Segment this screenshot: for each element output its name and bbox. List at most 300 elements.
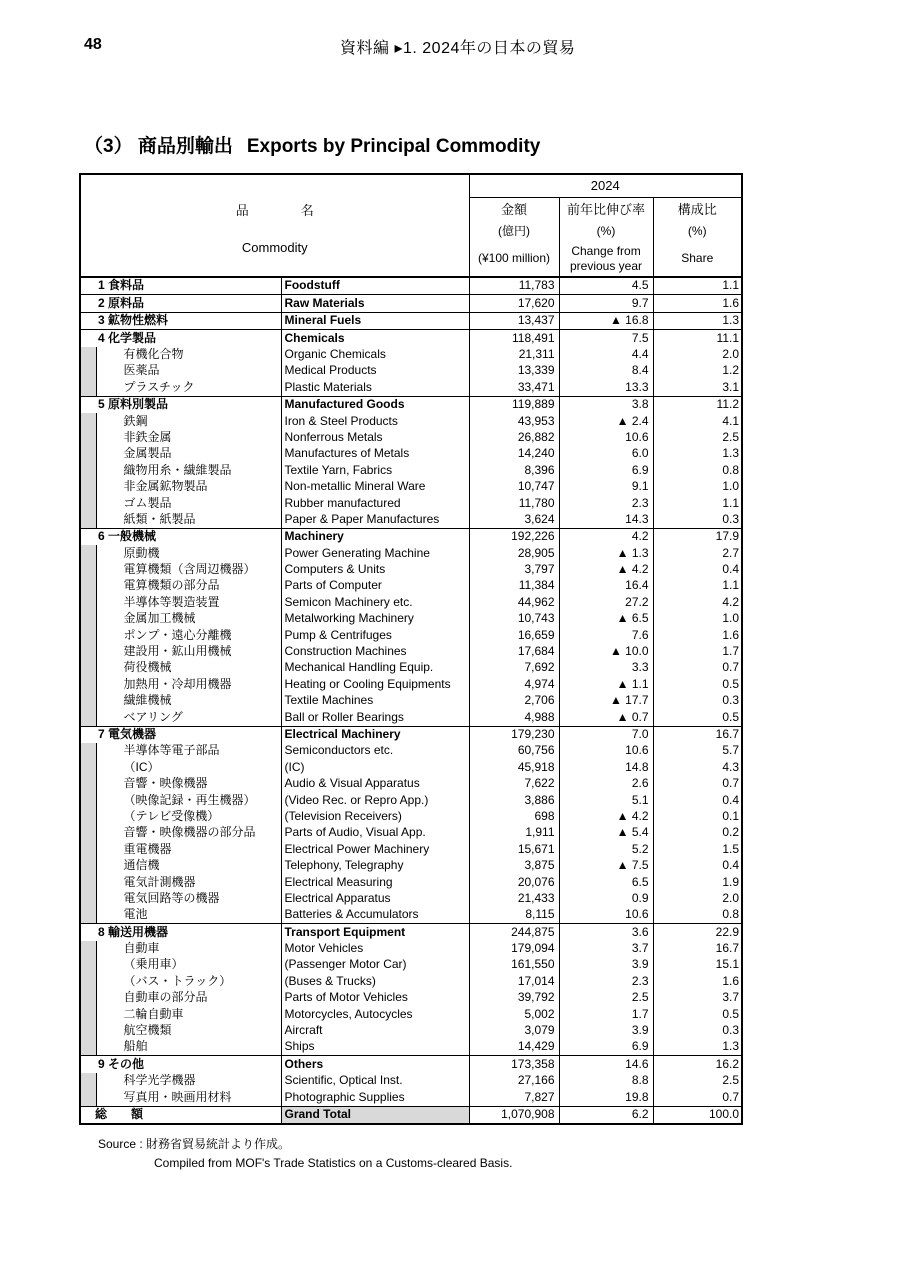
indent-bar bbox=[80, 874, 96, 890]
commodity-jp: 建設用・鉱山用機械 bbox=[96, 644, 281, 660]
commodity-jp: 加熱用・冷却用機器 bbox=[96, 676, 281, 692]
amount-value: 44,962 bbox=[469, 594, 559, 610]
amount-value: 192,226 bbox=[469, 528, 559, 545]
category-row bbox=[80, 277, 742, 295]
indent-bar bbox=[80, 511, 96, 528]
share-value: 0.7 bbox=[653, 1089, 742, 1106]
indent-bar bbox=[80, 611, 96, 627]
share-value: 4.2 bbox=[653, 594, 742, 610]
commodity-jp: 2 原料品 bbox=[80, 295, 281, 312]
commodity-en: Machinery bbox=[281, 528, 469, 545]
amount-value: 10,743 bbox=[469, 611, 559, 627]
commodity-jp: 4 化学製品 bbox=[80, 330, 281, 347]
indent-bar bbox=[80, 759, 96, 775]
commodity-en: Ball or Roller Bearings bbox=[281, 709, 469, 726]
amount-value: 1,911 bbox=[469, 825, 559, 841]
subcategory-row bbox=[80, 1023, 742, 1039]
change-value: 6.9 bbox=[559, 462, 653, 478]
commodity-jp: （バス・トラック） bbox=[96, 973, 281, 989]
change-value: 6.0 bbox=[559, 446, 653, 462]
subcategory-row bbox=[80, 578, 742, 594]
amount-value: 4,988 bbox=[469, 709, 559, 726]
indent-bar bbox=[80, 562, 96, 578]
commodity-en: (Television Receivers) bbox=[281, 809, 469, 825]
amount-unit-en: (¥100 million) bbox=[469, 242, 559, 277]
subcategory-row bbox=[80, 1089, 742, 1106]
share-value: 3.7 bbox=[653, 990, 742, 1006]
category-row bbox=[80, 726, 742, 743]
change-value: ▲ 10.0 bbox=[559, 644, 653, 660]
subcategory-row bbox=[80, 825, 742, 841]
commodity-jp: 1 食料品 bbox=[80, 277, 281, 295]
commodity-jp: 7 電気機器 bbox=[80, 726, 281, 743]
commodity-en: Computers & Units bbox=[281, 562, 469, 578]
commodity-jp: 5 原料別製品 bbox=[80, 396, 281, 413]
change-value: ▲ 5.4 bbox=[559, 825, 653, 841]
commodity-jp: 紙類・紙製品 bbox=[96, 511, 281, 528]
category-row bbox=[80, 295, 742, 312]
amount-value: 21,433 bbox=[469, 890, 559, 906]
share-value: 1.3 bbox=[653, 446, 742, 462]
commodity-jp: （映像記録・再生機器） bbox=[96, 792, 281, 808]
amount-unit-jp: (億円) bbox=[469, 222, 559, 242]
commodity-jp: 音響・映像機器 bbox=[96, 776, 281, 792]
amount-value: 27,166 bbox=[469, 1073, 559, 1089]
change-value: 3.6 bbox=[559, 924, 653, 941]
commodity-en: Plastic Materials bbox=[281, 379, 469, 396]
commodity-en: Parts of Computer bbox=[281, 578, 469, 594]
subcategory-row bbox=[80, 973, 742, 989]
share-value: 16.2 bbox=[653, 1056, 742, 1073]
subcategory-row bbox=[80, 941, 742, 957]
amount-value: 118,491 bbox=[469, 330, 559, 347]
indent-bar bbox=[80, 1023, 96, 1039]
amount-value: 3,886 bbox=[469, 792, 559, 808]
change-value: 3.8 bbox=[559, 396, 653, 413]
amount-value: 14,429 bbox=[469, 1039, 559, 1056]
commodity-en: Motorcycles, Autocycles bbox=[281, 1006, 469, 1022]
commodity-en: Non-metallic Mineral Ware bbox=[281, 479, 469, 495]
change-value: 3.7 bbox=[559, 941, 653, 957]
grand-total-row bbox=[80, 1106, 742, 1124]
indent-bar bbox=[80, 347, 96, 363]
subcategory-row bbox=[80, 1039, 742, 1056]
category-row bbox=[80, 924, 742, 941]
subcategory-row bbox=[80, 990, 742, 1006]
commodity-jp: プラスチック bbox=[96, 379, 281, 396]
amount-value: 244,875 bbox=[469, 924, 559, 941]
year-header: 2024 bbox=[469, 174, 742, 198]
commodity-en: Medical Products bbox=[281, 363, 469, 379]
subcategory-row bbox=[80, 709, 742, 726]
share-value: 11.2 bbox=[653, 396, 742, 413]
commodity-en: Scientific, Optical Inst. bbox=[281, 1073, 469, 1089]
subcategory-row bbox=[80, 759, 742, 775]
change-unit: (%) bbox=[559, 222, 653, 242]
commodity-jp: 半導体等製造装置 bbox=[96, 594, 281, 610]
indent-bar bbox=[80, 841, 96, 857]
indent-bar bbox=[80, 825, 96, 841]
commodity-jp: 音響・映像機器の部分品 bbox=[96, 825, 281, 841]
share-jp-header: 構成比 bbox=[653, 198, 742, 223]
amount-value: 3,079 bbox=[469, 1023, 559, 1039]
amount-value: 39,792 bbox=[469, 990, 559, 1006]
change-value: ▲ 0.7 bbox=[559, 709, 653, 726]
share-value: 1.5 bbox=[653, 841, 742, 857]
change-value: 8.4 bbox=[559, 363, 653, 379]
change-value: ▲ 4.2 bbox=[559, 809, 653, 825]
indent-bar bbox=[80, 644, 96, 660]
commodity-en: Textile Yarn, Fabrics bbox=[281, 462, 469, 478]
subcategory-row bbox=[80, 627, 742, 643]
commodity-jp: 3 鉱物性燃料 bbox=[80, 312, 281, 329]
share-value: 0.5 bbox=[653, 1006, 742, 1022]
commodity-en: Electrical Measuring bbox=[281, 874, 469, 890]
change-value: ▲ 1.1 bbox=[559, 676, 653, 692]
commodity-en: Textile Machines bbox=[281, 693, 469, 709]
commodity-en: (Buses & Trucks) bbox=[281, 973, 469, 989]
change-value: ▲ 16.8 bbox=[559, 312, 653, 329]
commodity-en: Heating or Cooling Equipments bbox=[281, 676, 469, 692]
share-value: 0.7 bbox=[653, 776, 742, 792]
indent-bar bbox=[80, 479, 96, 495]
indent-bar bbox=[80, 743, 96, 759]
commodity-jp: 電気回路等の機器 bbox=[96, 890, 281, 906]
commodity-jp: 金属加工機械 bbox=[96, 611, 281, 627]
amount-value: 119,889 bbox=[469, 396, 559, 413]
share-value: 1.0 bbox=[653, 479, 742, 495]
subcategory-row bbox=[80, 511, 742, 528]
change-value: 9.1 bbox=[559, 479, 653, 495]
indent-bar bbox=[80, 578, 96, 594]
amount-value: 3,875 bbox=[469, 858, 559, 874]
change-value: 7.6 bbox=[559, 627, 653, 643]
share-value: 1.0 bbox=[653, 611, 742, 627]
commodity-en: Audio & Visual Apparatus bbox=[281, 776, 469, 792]
change-value: ▲ 1.3 bbox=[559, 545, 653, 561]
change-jp-header: 前年比伸び率 bbox=[559, 198, 653, 223]
change-value: ▲ 7.5 bbox=[559, 858, 653, 874]
share-value: 0.4 bbox=[653, 858, 742, 874]
item-en-header: Commodity bbox=[241, 239, 308, 255]
share-value: 15.1 bbox=[653, 957, 742, 973]
commodity-jp: 医薬品 bbox=[96, 363, 281, 379]
indent-bar bbox=[80, 957, 96, 973]
commodity-jp: 有機化合物 bbox=[96, 347, 281, 363]
change-value: 4.4 bbox=[559, 347, 653, 363]
amount-value: 161,550 bbox=[469, 957, 559, 973]
share-value: 1.3 bbox=[653, 1039, 742, 1056]
commodity-jp: 繊維機械 bbox=[96, 693, 281, 709]
indent-bar bbox=[80, 676, 96, 692]
change-value: 5.2 bbox=[559, 841, 653, 857]
commodity-jp: 科学光学機器 bbox=[96, 1073, 281, 1089]
title-en: Exports by Principal Commodity bbox=[246, 136, 541, 157]
amount-value: 20,076 bbox=[469, 874, 559, 890]
amount-value: 8,396 bbox=[469, 462, 559, 478]
indent-bar bbox=[80, 941, 96, 957]
amount-value: 179,094 bbox=[469, 941, 559, 957]
commodity-en: Power Generating Machine bbox=[281, 545, 469, 561]
amount-jp-header: 金額 bbox=[469, 198, 559, 223]
amount-value: 2,706 bbox=[469, 693, 559, 709]
commodity-en: Photographic Supplies bbox=[281, 1089, 469, 1106]
subcategory-row bbox=[80, 644, 742, 660]
commodity-en: Raw Materials bbox=[281, 295, 469, 312]
commodity-jp: （テレビ受像機） bbox=[96, 809, 281, 825]
share-value: 2.5 bbox=[653, 430, 742, 446]
subcategory-row bbox=[80, 660, 742, 676]
subcategory-row bbox=[80, 479, 742, 495]
change-value: ▲ 2.4 bbox=[559, 413, 653, 429]
change-value: 0.9 bbox=[559, 890, 653, 906]
subcategory-row bbox=[80, 792, 742, 808]
change-en-header bbox=[559, 242, 653, 277]
commodity-header-cell bbox=[80, 174, 469, 277]
share-value: 2.0 bbox=[653, 347, 742, 363]
change-value: 7.0 bbox=[559, 726, 653, 743]
indent-bar bbox=[80, 858, 96, 874]
share-value: 1.3 bbox=[653, 312, 742, 329]
subcategory-row bbox=[80, 743, 742, 759]
share-value: 1.1 bbox=[653, 277, 742, 295]
amount-value: 698 bbox=[469, 809, 559, 825]
indent-bar bbox=[80, 495, 96, 511]
commodity-jp: 航空機類 bbox=[96, 1023, 281, 1039]
subcategory-row bbox=[80, 907, 742, 924]
commodity-en: Pump & Centrifuges bbox=[281, 627, 469, 643]
commodity-en: (Video Rec. or Repro App.) bbox=[281, 792, 469, 808]
commodity-jp: 鉄鋼 bbox=[96, 413, 281, 429]
category-row bbox=[80, 312, 742, 329]
commodity-en: Parts of Motor Vehicles bbox=[281, 990, 469, 1006]
category-row bbox=[80, 528, 742, 545]
commodity-jp: 原動機 bbox=[96, 545, 281, 561]
indent-bar bbox=[80, 709, 96, 726]
amount-value: 13,437 bbox=[469, 312, 559, 329]
amount-value: 8,115 bbox=[469, 907, 559, 924]
share-value: 0.8 bbox=[653, 462, 742, 478]
section-title bbox=[84, 131, 540, 158]
share-value: 0.3 bbox=[653, 693, 742, 709]
commodity-en: Transport Equipment bbox=[281, 924, 469, 941]
commodity-en: Batteries & Accumulators bbox=[281, 907, 469, 924]
amount-value: 179,230 bbox=[469, 726, 559, 743]
subcategory-row bbox=[80, 890, 742, 906]
commodity-jp: 9 その他 bbox=[80, 1056, 281, 1073]
commodity-jp: ポンプ・遠心分離機 bbox=[96, 627, 281, 643]
change-value: 16.4 bbox=[559, 578, 653, 594]
subcategory-row bbox=[80, 809, 742, 825]
subcategory-row bbox=[80, 1006, 742, 1022]
share-value: 1.6 bbox=[653, 973, 742, 989]
change-value: 27.2 bbox=[559, 594, 653, 610]
grand-total-share: 100.0 bbox=[653, 1106, 742, 1124]
share-value: 1.7 bbox=[653, 644, 742, 660]
share-value: 16.7 bbox=[653, 726, 742, 743]
grand-total-en: Grand Total bbox=[281, 1106, 469, 1124]
category-row bbox=[80, 1056, 742, 1073]
change-value: 10.6 bbox=[559, 907, 653, 924]
change-value: ▲ 17.7 bbox=[559, 693, 653, 709]
commodity-en: Metalworking Machinery bbox=[281, 611, 469, 627]
subcategory-row bbox=[80, 611, 742, 627]
commodity-en: Rubber manufactured bbox=[281, 495, 469, 511]
subcategory-row bbox=[80, 1073, 742, 1089]
commodity-en: Telephony, Telegraphy bbox=[281, 858, 469, 874]
amount-value: 45,918 bbox=[469, 759, 559, 775]
subcategory-row bbox=[80, 430, 742, 446]
amount-value: 5,002 bbox=[469, 1006, 559, 1022]
share-value: 2.0 bbox=[653, 890, 742, 906]
subcategory-row bbox=[80, 874, 742, 890]
source-line-1: Source : 財務省貿易統計より作成。 bbox=[98, 1137, 291, 1151]
indent-bar bbox=[80, 776, 96, 792]
commodity-en: Foodstuff bbox=[281, 277, 469, 295]
commodity-jp: 8 輸送用機器 bbox=[80, 924, 281, 941]
indent-bar bbox=[80, 430, 96, 446]
amount-value: 15,671 bbox=[469, 841, 559, 857]
amount-value: 33,471 bbox=[469, 379, 559, 396]
commodity-jp: 写真用・映画用材料 bbox=[96, 1089, 281, 1106]
indent-bar bbox=[80, 907, 96, 924]
commodity-en: Mechanical Handling Equip. bbox=[281, 660, 469, 676]
indent-bar bbox=[80, 792, 96, 808]
indent-bar bbox=[80, 627, 96, 643]
page-number: 48 bbox=[84, 36, 102, 53]
amount-value: 28,905 bbox=[469, 545, 559, 561]
amount-value: 173,358 bbox=[469, 1056, 559, 1073]
change-value: 8.8 bbox=[559, 1073, 653, 1089]
subcategory-row bbox=[80, 379, 742, 396]
change-value: 14.6 bbox=[559, 1056, 653, 1073]
commodity-jp: 電池 bbox=[96, 907, 281, 924]
commodity-en: (Passenger Motor Car) bbox=[281, 957, 469, 973]
header-row-year bbox=[80, 174, 742, 198]
amount-value: 11,384 bbox=[469, 578, 559, 594]
subcategory-row bbox=[80, 462, 742, 478]
indent-bar bbox=[80, 1089, 96, 1106]
amount-value: 7,692 bbox=[469, 660, 559, 676]
category-row bbox=[80, 330, 742, 347]
indent-bar bbox=[80, 809, 96, 825]
amount-value: 11,780 bbox=[469, 495, 559, 511]
change-value: 2.3 bbox=[559, 973, 653, 989]
commodity-jp: 電気計測機器 bbox=[96, 874, 281, 890]
share-value: 1.2 bbox=[653, 363, 742, 379]
commodity-jp: 重電機器 bbox=[96, 841, 281, 857]
commodity-jp: ベアリング bbox=[96, 709, 281, 726]
commodity-en: Semiconductors etc. bbox=[281, 743, 469, 759]
source-line-2: Compiled from MOF's Trade Statistics on a Customs-cleared Basis. bbox=[154, 1156, 513, 1170]
commodity-en: Manufactures of Metals bbox=[281, 446, 469, 462]
commodity-jp: 自動車 bbox=[96, 941, 281, 957]
amount-value: 4,974 bbox=[469, 676, 559, 692]
change-value: 2.5 bbox=[559, 990, 653, 1006]
indent-bar bbox=[80, 446, 96, 462]
subcategory-row bbox=[80, 413, 742, 429]
commodity-en: Motor Vehicles bbox=[281, 941, 469, 957]
change-value: 2.3 bbox=[559, 495, 653, 511]
commodity-jp: 非鉄金属 bbox=[96, 430, 281, 446]
indent-bar bbox=[80, 1039, 96, 1056]
amount-value: 43,953 bbox=[469, 413, 559, 429]
running-header: 資料編 ▸1. 2024年の日本の貿易 bbox=[340, 40, 576, 57]
change-value: 19.8 bbox=[559, 1089, 653, 1106]
commodity-en: Electrical Power Machinery bbox=[281, 841, 469, 857]
amount-value: 21,311 bbox=[469, 347, 559, 363]
commodity-jp: 二輪自動車 bbox=[96, 1006, 281, 1022]
indent-bar bbox=[80, 1006, 96, 1022]
commodity-jp: 金属製品 bbox=[96, 446, 281, 462]
amount-value: 16,659 bbox=[469, 627, 559, 643]
change-value: 5.1 bbox=[559, 792, 653, 808]
change-value: 2.6 bbox=[559, 776, 653, 792]
commodity-en: Electrical Machinery bbox=[281, 726, 469, 743]
source-note bbox=[98, 1135, 512, 1173]
commodity-en: Ships bbox=[281, 1039, 469, 1056]
share-value: 4.3 bbox=[653, 759, 742, 775]
commodity-jp: 荷役機械 bbox=[96, 660, 281, 676]
amount-value: 13,339 bbox=[469, 363, 559, 379]
change-value: ▲ 4.2 bbox=[559, 562, 653, 578]
subcategory-row bbox=[80, 957, 742, 973]
subcategory-row bbox=[80, 545, 742, 561]
change-value: 7.5 bbox=[559, 330, 653, 347]
indent-bar bbox=[80, 363, 96, 379]
subcategory-row bbox=[80, 858, 742, 874]
change-value: ▲ 6.5 bbox=[559, 611, 653, 627]
indent-bar bbox=[80, 1073, 96, 1089]
share-value: 1.9 bbox=[653, 874, 742, 890]
share-value: 16.7 bbox=[653, 941, 742, 957]
share-value: 1.1 bbox=[653, 578, 742, 594]
subcategory-row bbox=[80, 594, 742, 610]
commodity-en: Chemicals bbox=[281, 330, 469, 347]
grand-total-jp: 総 額 bbox=[80, 1106, 281, 1124]
amount-value: 3,797 bbox=[469, 562, 559, 578]
indent-bar bbox=[80, 890, 96, 906]
amount-value: 11,783 bbox=[469, 277, 559, 295]
change-value: 10.6 bbox=[559, 430, 653, 446]
change-value: 3.3 bbox=[559, 660, 653, 676]
share-value: 5.7 bbox=[653, 743, 742, 759]
share-value: 0.8 bbox=[653, 907, 742, 924]
commodity-en: Aircraft bbox=[281, 1023, 469, 1039]
commodity-en: Semicon Machinery etc. bbox=[281, 594, 469, 610]
share-value: 0.4 bbox=[653, 562, 742, 578]
commodity-jp: 織物用糸・繊維製品 bbox=[96, 462, 281, 478]
change-value: 4.2 bbox=[559, 528, 653, 545]
item-jp-header: 品 名 bbox=[235, 203, 314, 218]
commodity-en: (IC) bbox=[281, 759, 469, 775]
grand-total-amount: 1,070,908 bbox=[469, 1106, 559, 1124]
commodity-jp: 6 一般機械 bbox=[80, 528, 281, 545]
amount-value: 10,747 bbox=[469, 479, 559, 495]
share-en-header: Share bbox=[653, 242, 742, 277]
share-value: 0.5 bbox=[653, 709, 742, 726]
subcategory-row bbox=[80, 446, 742, 462]
change-value: 14.8 bbox=[559, 759, 653, 775]
commodity-en: Iron & Steel Products bbox=[281, 413, 469, 429]
share-value: 17.9 bbox=[653, 528, 742, 545]
amount-value: 26,882 bbox=[469, 430, 559, 446]
exports-table bbox=[79, 173, 741, 1125]
amount-value: 17,684 bbox=[469, 644, 559, 660]
commodity-en: Paper & Paper Manufactures bbox=[281, 511, 469, 528]
grand-total-change: 6.2 bbox=[559, 1106, 653, 1124]
change-value: 6.9 bbox=[559, 1039, 653, 1056]
